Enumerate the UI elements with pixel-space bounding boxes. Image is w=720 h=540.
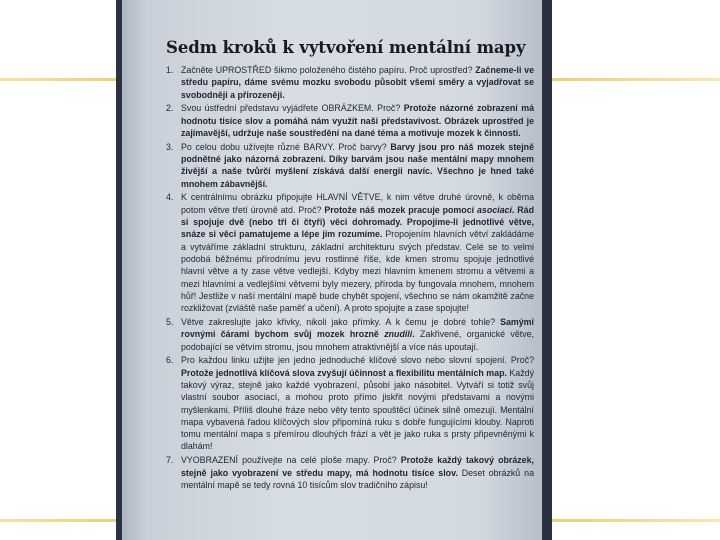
step-text-emphasis: Protože každý takový obrázek, stejně jako vyobrazení ve středu mapy, má hodnotu tisíce slov. xyxy=(181,455,534,478)
step-text-emphasis: Samými rovnými čárami bychom svůj mozek hrozně xyxy=(181,316,534,340)
step-item xyxy=(166,454,534,491)
step-item xyxy=(166,316,534,353)
step-item xyxy=(166,191,534,314)
step-item xyxy=(166,102,534,139)
step-item xyxy=(166,354,534,452)
step-number: 7. xyxy=(166,455,174,466)
step-text-run: Deset obrázků na mentální mapě se tedy rovná 10 tisícům slov tradičního zápisu! xyxy=(181,467,534,490)
steps-list xyxy=(166,64,534,491)
step-number: 6. xyxy=(166,355,174,366)
step-text-run: VYOBRAZENÍ používejte na celé ploše mapy. Proč? xyxy=(181,455,401,466)
step-text-run: K centrálnímu obrázku připojujte HLAVNÍ VĚTVE, k nim větve druhé úrovně, k oběma potom větve třetí úrovně atd. Proč? xyxy=(181,192,534,215)
step-text-run: Pro každou linku užijte jen jedno jednoduché klíčové slovo nebo slovní spojení. Proč? xyxy=(181,355,534,366)
step-text xyxy=(181,455,534,490)
step-text-emphasis: Barvy jsou pro náš mozek stejně podnětné jako názorná zobrazení. Díky barvám jsou naše mentální mapy mnohem živější a naše tvůrčí myšlení získává další energii navíc. Všechno je hned také mnohem zábavnější. xyxy=(181,141,534,189)
step-text-run: Začněte UPROSTŘED šikmo položeného čistého papíru. Proč uprostřed? xyxy=(181,65,476,75)
step-text-emphasis: Začneme-li ve středu papíru, dáme svému mozku svobodu působit všemi směry a vyjadřovat se svobodněji a přirozeněji. xyxy=(181,65,534,100)
step-text xyxy=(181,192,534,313)
step-text-run: Po celou dobu užívejte různé BARVY. Proč barvy? xyxy=(181,141,391,152)
step-number: 3. xyxy=(166,141,174,152)
step-text xyxy=(181,103,534,138)
step-text-run: Větve zakreslujte jako křivky, nikoli jako přímky. A k čemu je dobré tohle? xyxy=(181,316,501,327)
step-number: 4. xyxy=(166,192,174,203)
step-text-run: Každý takový výraz, stejně jako každé vyobrazení, působí jako násobitel. Vytváří si totiž svůj vlastní soubor asociací, a mohou proto přímo jiskřit novými představami a novými myšlenkami. Příliš dlouhé fráze nebo věty tento spouštěcí účinek silně omezují. Mentální mapa vybavená řadou klíčových slov připomíná ruku s dobře fungujícími klouby. Naproti tomu mentální mapa s přemírou dlouhých frází a vět je jako ruka s prsty připevněnými k dlahám! xyxy=(181,367,534,452)
step-text-emphasis: asociací xyxy=(477,204,512,215)
step-text-emphasis: . Rád si spojuje dvě (nebo tři či čtyři) věci dohromady. Propojíme-li jednotlivé větve, snáze si věci pamatujeme a lépe jim rozumíme. xyxy=(181,204,534,240)
step-item xyxy=(166,64,534,101)
step-number: 1. xyxy=(166,65,174,75)
step-text-emphasis: znudili xyxy=(384,329,413,340)
step-text-emphasis: . xyxy=(412,329,415,340)
step-text xyxy=(181,65,534,100)
step-text-run: Propojením hlavních větví zakládáme a vytváříme základní strukturu, základní architekturu svých představ. Celé se to velmi podobá běžnému přírodnímu jevu rostlinné říše, kde kmen stromu spojuje jednotlivé hlavní větve a ty zase větve vedlejší. Kdyby mezi hlavním kmenem stromu a větvemi a mezi hlavními a vedlejšími větvemi byly mezery, příroda by fungovala mnohem, mnohem hůř! Jestliže v naší mentální mapě bude chybět spojení, všechno se nám okamžitě začne rozkližovat (zvláště naše paměť a učení). A proto spojujte a zase spojujte! xyxy=(181,229,534,314)
step-text xyxy=(181,317,534,352)
step-text-run: Svou ústřední představu vyjádřete OBRÁZKEM. Proč? xyxy=(181,103,404,114)
step-number: 2. xyxy=(166,103,174,114)
step-item xyxy=(166,141,534,190)
step-text-emphasis: Protože jednotlivá klíčová slova zvyšují účinnost a flexibilitu mentálních map. xyxy=(181,367,507,378)
page-title: Sedm kroků k vytvoření mentální mapy xyxy=(166,38,526,57)
step-text-run: Zakřivené, organické větve, podobající se větvím stromu, jsou mnohem atraktivnější a více nás upoutají. xyxy=(181,329,534,352)
step-number: 5. xyxy=(166,316,174,327)
book-page-photo xyxy=(122,0,542,540)
step-text-emphasis: Protože náš mozek pracuje pomocí xyxy=(324,204,477,215)
step-text-emphasis: Protože názorné zobrazení má hodnotu tisíce slov a pomáhá nám využít naši představivost. Obrázek uprostřed je zajímavější, udržuje naše soustředění na dané téma a motivuje mozek k činnosti. xyxy=(181,103,534,138)
step-text xyxy=(181,142,534,189)
step-text xyxy=(181,355,534,451)
